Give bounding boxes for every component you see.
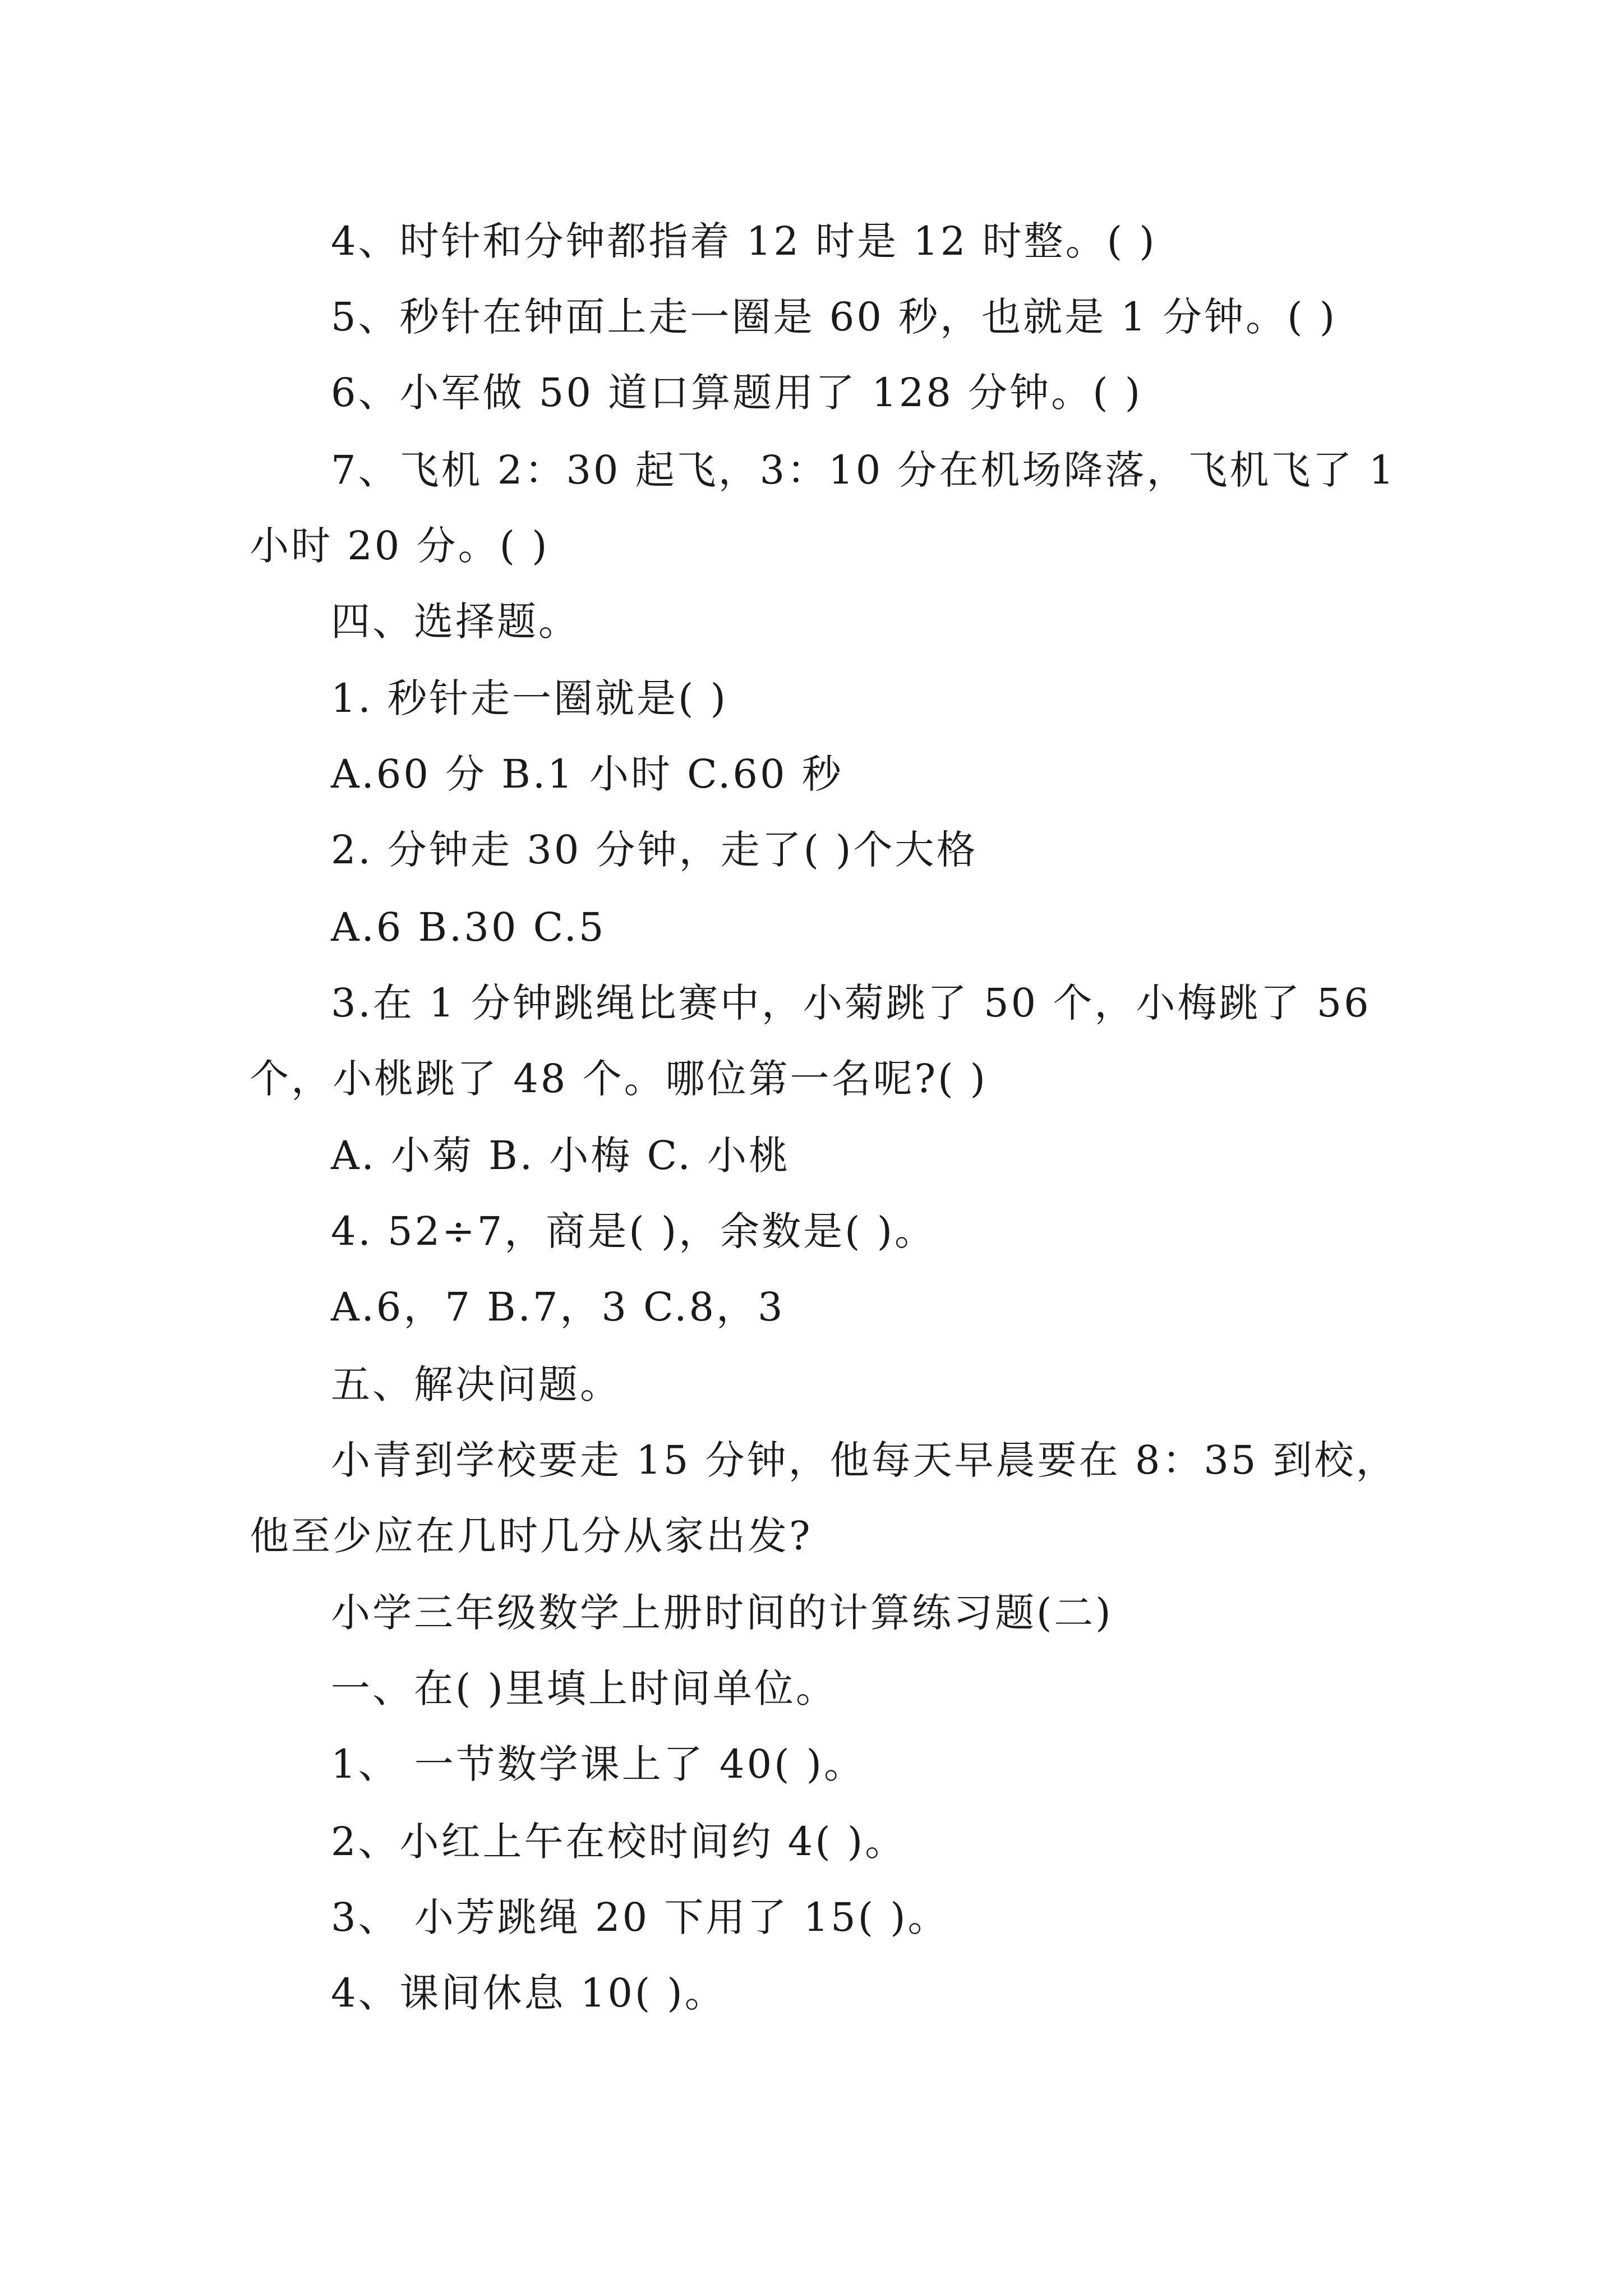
units-item-4: 4、课间休息 10( )。 bbox=[331, 1970, 726, 2016]
choice-question-3-line-1: 3.在 1 分钟跳绳比赛中，小菊跳了 50 个，小梅跳了 56 bbox=[331, 980, 1371, 1026]
judge-item-7-line-2: 小时 20 分。( ) bbox=[250, 523, 550, 569]
part-two-title: 小学三年级数学上册时间的计算练习题(二) bbox=[331, 1590, 1113, 1636]
units-item-1: 1、 一节数学课上了 40( )。 bbox=[331, 1741, 865, 1787]
choice-question-2: 2. 分钟走 30 分钟，走了( )个大格 bbox=[331, 827, 978, 873]
choice-options-1: A.60 分 B.1 小时 C.60 秒 bbox=[331, 751, 843, 797]
choice-options-2: A.6 B.30 C.5 bbox=[331, 904, 606, 950]
choice-options-3: A. 小菊 B. 小梅 C. 小桃 bbox=[331, 1133, 791, 1179]
section-heading-choice: 四、选择题。 bbox=[331, 599, 580, 645]
section-heading-units: 一、在( )里填上时间单位。 bbox=[331, 1665, 837, 1711]
problem-text-line-2: 他至少应在几时几分从家出发? bbox=[250, 1513, 813, 1559]
problem-text-line-1: 小青到学校要走 15 分钟，他每天早晨要在 8：35 到校， bbox=[331, 1437, 1398, 1483]
judge-item-5: 5、秒针在钟面上走一圈是 60 秒，也就是 1 分钟。( ) bbox=[331, 294, 1338, 340]
judge-item-7-line-1: 7、飞机 2：30 起飞，3：10 分在机场降落，飞机飞了 1 bbox=[331, 447, 1396, 493]
choice-question-1: 1. 秒针走一圈就是( ) bbox=[331, 675, 728, 721]
choice-question-4: 4. 52÷7，商是( )，余数是( )。 bbox=[331, 1208, 937, 1254]
choice-options-4: A.6，7 B.7，3 C.8，3 bbox=[331, 1284, 785, 1330]
units-item-3: 3、 小芳跳绳 20 下用了 15( )。 bbox=[331, 1894, 949, 1940]
choice-question-3-line-2: 个，小桃跳了 48 个。哪位第一名呢?( ) bbox=[250, 1056, 988, 1102]
judge-item-4: 4、时针和分钟都指着 12 时是 12 时整。( ) bbox=[331, 218, 1157, 264]
section-heading-problem: 五、解决问题。 bbox=[331, 1361, 621, 1407]
judge-item-6: 6、小军做 50 道口算题用了 128 分钟。( ) bbox=[331, 370, 1143, 416]
units-item-2: 2、小红上午在校时间约 4( )。 bbox=[331, 1819, 907, 1865]
